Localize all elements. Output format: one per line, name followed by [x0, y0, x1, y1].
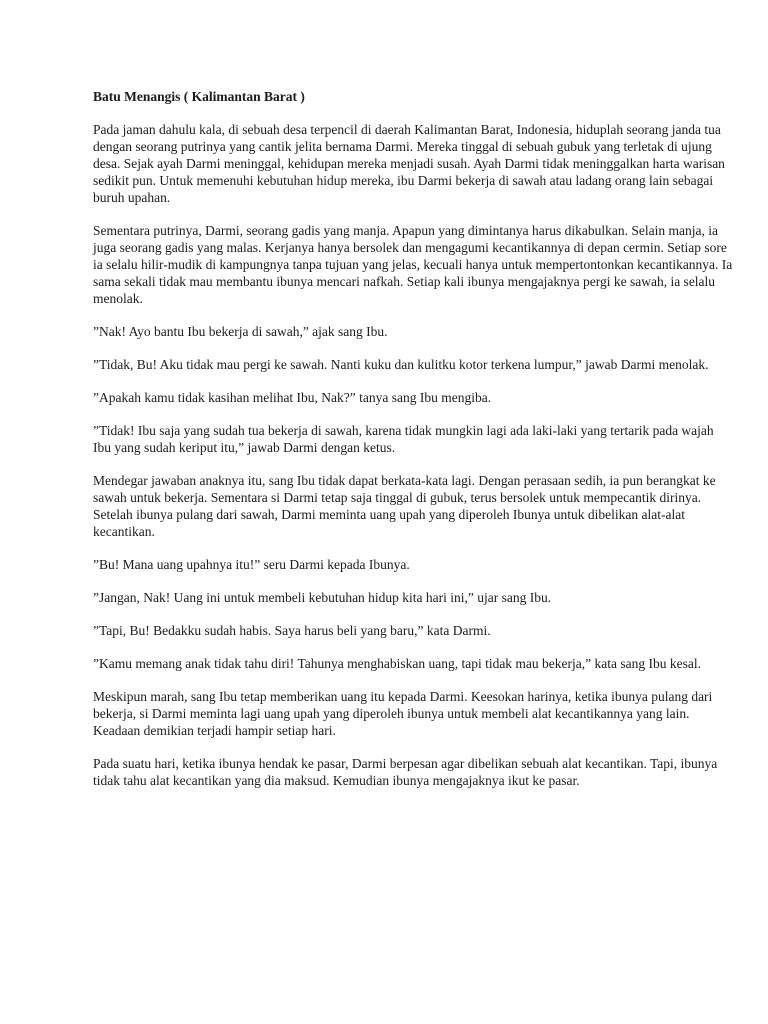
paragraph-9: ”Jangan, Nak! Uang ini untuk membeli kebutuhan hidup kita hari ini,” ujar sang Ibu. [93, 590, 552, 605]
paragraph-4: ”Tidak, Bu! Aku tidak mau pergi ke sawah. Nanti kuku dan kulitku kotor terkena lumpur,” jawab Darmi menolak. [93, 357, 709, 372]
document-body [93, 88, 733, 805]
paragraph-1: Pada jaman dahulu kala, di sebuah desa terpencil di daerah Kalimantan Barat, Indonesia, hiduplah seorang janda tua dengan seorang putrinya yang cantik jelita bernama Darmi. Mereka tinggal di sebuah gubuk yang terletak di ujung desa. Sejak ayah Darmi meninggal, kehidupan mereka menjadi susah. Ayah Darmi tidak meninggalkan harta warisan sedikit pun. Untuk memenuhi kebutuhan hidup mereka, ibu Darmi bekerja di sawah atau ladang orang lain sebagai buruh upahan. [93, 122, 725, 205]
document-title: Batu Menangis ( Kalimantan Barat ) [93, 89, 305, 104]
paragraph-5: ”Apakah kamu tidak kasihan melihat Ibu, Nak?” tanya sang Ibu mengiba. [93, 390, 492, 405]
paragraph-3: ”Nak! Ayo bantu Ibu bekerja di sawah,” ajak sang Ibu. [93, 324, 388, 339]
paragraph-12: Meskipun marah, sang Ibu tetap memberikan uang itu kepada Darmi. Keesokan harinya, ketika ibunya pulang dari bekerja, si Darmi meminta lagi uang upah yang diperoleh ibunya untuk membeli alat kecantikannya yang lain. Keadaan demikian terjadi hampir setiap hari. [93, 689, 713, 738]
paragraph-2: Sementara putrinya, Darmi, seorang gadis yang manja. Apapun yang dimintanya harus dikabulkan. Selain manja, ia juga seorang gadis yang malas. Kerjanya hanya bersolek dan mengagumi kecantikannya di depan cermin. Setiap sore ia selalu hilir-mudik di kampungnya tanpa tujuan yang jelas, kecuali hanya untuk mempertontonkan kecantikannya. Ia sama sekali tidak mau membantu ibunya mencari nafkah. Setiap kali ibunya mengajaknya pergi ke sawah, ia selalu menolak. [93, 223, 733, 306]
paragraph-8: ”Bu! Mana uang upahnya itu!” seru Darmi kepada Ibunya. [93, 557, 410, 572]
paragraph-7: Mendegar jawaban anaknya itu, sang Ibu tidak dapat berkata-kata lagi. Dengan perasaan sedih, ia pun berangkat ke sawah untuk bekerja. Sementara si Darmi tetap saja tinggal di gubuk, terus bersolek untuk mempecantik dirinya. Setelah ibunya pulang dari sawah, Darmi meminta uang upah yang diperoleh Ibunya untuk dibelikan alat-alat kecantikan. [93, 473, 716, 539]
paragraph-11: ”Kamu memang anak tidak tahu diri! Tahunya menghabiskan uang, tapi tidak mau bekerja,” kata sang Ibu kesal. [93, 656, 701, 671]
paragraph-13: Pada suatu hari, ketika ibunya hendak ke pasar, Darmi berpesan agar dibelikan sebuah alat kecantikan. Tapi, ibunya tidak tahu alat kecantikan yang dia maksud. Kemudian ibunya mengajaknya ikut ke pasar. [93, 756, 718, 788]
paragraph-10: ”Tapi, Bu! Bedakku sudah habis. Saya harus beli yang baru,” kata Darmi. [93, 623, 491, 638]
paragraph-6: ”Tidak! Ibu saja yang sudah tua bekerja di sawah, karena tidak mungkin lagi ada laki-laki yang tertarik pada wajah Ibu yang sudah keriput itu,” jawab Darmi dengan ketus. [93, 423, 714, 455]
